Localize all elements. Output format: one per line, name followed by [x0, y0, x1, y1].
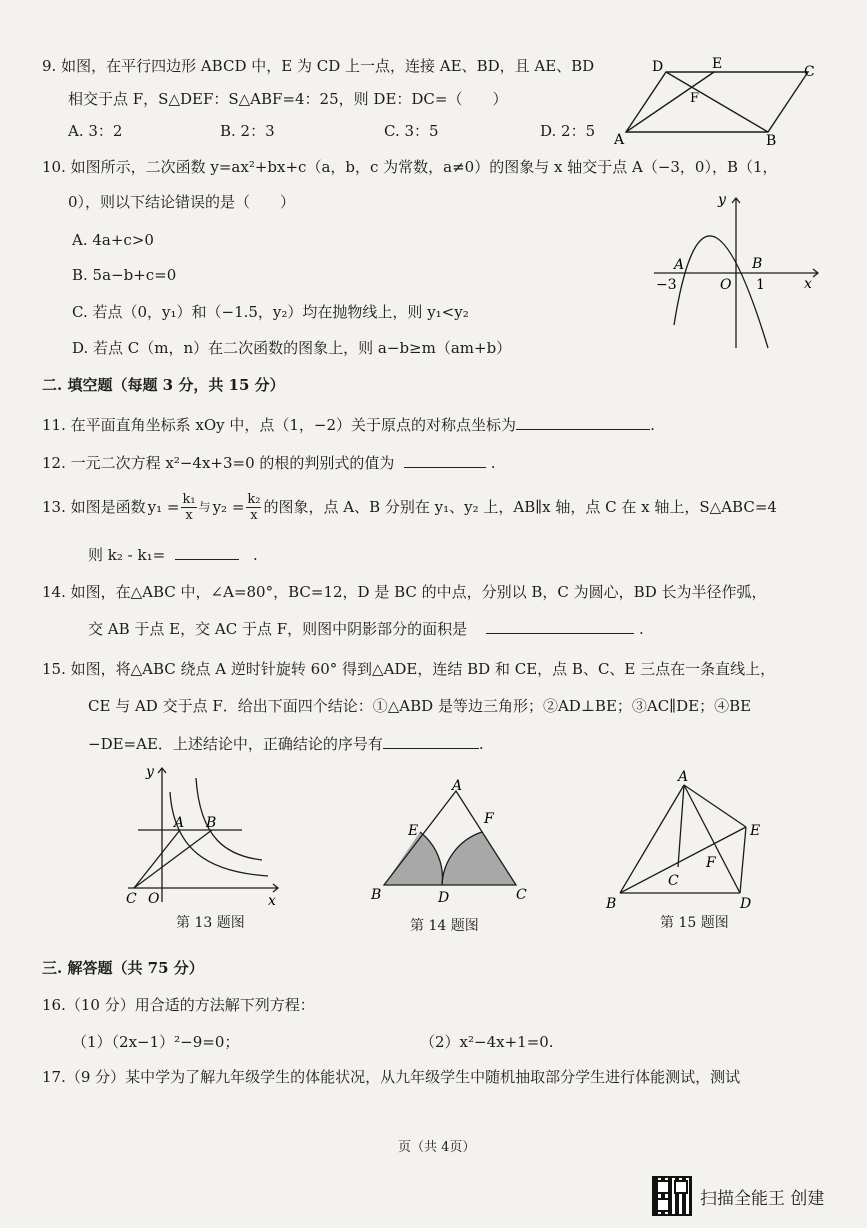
figure-13-hyperbolas: [118, 760, 288, 910]
q14-stem-line2: [88, 618, 644, 639]
q11-end: .: [650, 416, 655, 434]
q10-stem-line2: 0），则以下结论错误的是（ ）: [68, 193, 296, 211]
q9-option-b: B. 2：3: [220, 122, 275, 140]
label-b: B: [766, 133, 777, 146]
label-c: C: [126, 891, 137, 907]
q14-ask: 交 AB 于点 E，交 AC 于点 F，则图中阴影部分的面积是: [88, 620, 468, 638]
label-b: B: [371, 887, 382, 903]
q13-stem-line1: [42, 487, 777, 527]
q11-stem: 11. 在平面直角坐标系 xOy 中，点（1，−2）关于原点的对称点坐标为: [42, 416, 517, 434]
q13-answer-blank[interactable]: [175, 544, 239, 560]
figure-13-caption: 第 13 题图: [176, 915, 245, 931]
q12-end: .: [490, 454, 496, 472]
q13-stem-line2: [88, 544, 258, 565]
q10-option-c: C. 若点（0，y₁）和（−1.5，y₂）均在抛物线上，则 y₁<y₂: [72, 303, 469, 321]
q17-stem: 17.（9 分）某中学为了解九年级学生的体能状况，从九年级学生中随机抽取部分学生进行体能测试，测试: [42, 1068, 741, 1086]
q13-mid: 与: [198, 500, 211, 514]
q15-stem-line3: [88, 733, 484, 754]
q13-prefix: 13. 如图是函数: [42, 498, 146, 516]
q13-y2: y₂ =: [212, 498, 245, 516]
label-f: F: [484, 811, 494, 827]
q16-equation-2: （2）x²−4x+1=0.: [420, 1033, 554, 1051]
q16-equation-1: （1）（2x−1）²−9=0；: [72, 1033, 240, 1051]
label-y: y: [146, 764, 154, 780]
label-e: E: [712, 56, 723, 72]
label-a: A: [674, 257, 685, 273]
label-o: O: [720, 277, 732, 293]
q13-ask: 则 k₂ - k₁=: [88, 546, 166, 564]
q16-stem: 16.（10 分）用合适的方法解下列方程：: [42, 996, 315, 1014]
q9-parallelogram-figure: [612, 54, 822, 146]
label-f: F: [706, 855, 716, 871]
q14-answer-blank[interactable]: [486, 618, 634, 634]
label-1: 1: [756, 277, 765, 293]
label-d: D: [438, 890, 450, 905]
label-b: B: [752, 256, 763, 272]
label-o: O: [148, 891, 160, 907]
q10-option-a: A. 4a+c>0: [72, 231, 154, 249]
figure-15-caption: 第 15 题图: [660, 915, 729, 931]
label-a: A: [174, 815, 185, 831]
figure-15-rotation: [598, 765, 778, 915]
label-neg3: −3: [656, 277, 677, 293]
q12-stem: 12. 一元二次方程 x²−4x+3=0 的根的判别式的值为: [42, 454, 395, 472]
segment-ac: [678, 785, 684, 867]
label-f: F: [690, 91, 700, 106]
q15-end: .: [478, 735, 484, 753]
hyperbola-y1: [170, 792, 268, 876]
label-c: C: [516, 887, 527, 903]
q13-k2: k₂: [247, 491, 261, 507]
q10-option-d: D. 若点 C（m，n）在二次函数的图象上，则 a−b≥m（am+b）: [72, 339, 512, 357]
segment-bd: [666, 72, 768, 132]
q10-option-b: B. 5a−b+c=0: [72, 266, 177, 284]
q9-stem-line1: 9. 如图，在平行四边形 ABCD 中，E 为 CD 上一点，连接 AE、BD，且 AE、BD: [42, 57, 595, 75]
q9-stem-line2: 相交于点 F，S△DEF：S△ABF=4：25，则 DE：DC=（ ）: [68, 90, 508, 108]
q11-text: [42, 414, 655, 435]
q10-stem-line1: 10. 如图所示，二次函数 y=ax²+bx+c（a，b，c 为常数，a≠0）的图象与 x 轴交于点 A（−3，0），B（1，: [42, 158, 778, 176]
section-solve-heading: 三. 解答题（共 75 分）: [42, 959, 204, 977]
q13-suffix: 的图象，点 A、B 分别在 y₁、y₂ 上，AB∥x 轴，点 C 在 x 轴上，S△ABC=4: [263, 498, 777, 516]
q15-stem-line1: 15. 如图，将△ABC 绕点 A 逆时针旋转 60° 得到△ADE，连结 BD 和 CE，点 B、C、E 三点在一条直线上，: [42, 660, 776, 678]
q11-answer-blank[interactable]: [516, 414, 650, 430]
segment-ae: [684, 785, 746, 827]
page-footer: 页（共 4页）: [398, 1140, 476, 1155]
q9-option-c: C. 3：5: [384, 122, 439, 140]
q12-text: [42, 452, 496, 473]
label-a: A: [614, 132, 625, 146]
segment-de: [740, 827, 746, 893]
q12-answer-blank[interactable]: [404, 452, 486, 468]
label-y: y: [718, 192, 726, 208]
figure-14-triangle-arcs: [368, 775, 533, 905]
q15-ask: −DE=AE．上述结论中，正确结论的序号有: [88, 735, 383, 753]
q13-y1: y₁ =: [147, 498, 180, 516]
label-c: C: [668, 873, 679, 889]
q13-fraction-2: [246, 492, 261, 523]
q13-x2: x: [250, 507, 258, 523]
section-fill-in-heading: 二. 填空题（每题 3 分，共 15 分）: [42, 376, 285, 394]
label-a: A: [678, 769, 689, 785]
q13-k1: k₁: [182, 491, 196, 507]
shaded-region-right: [442, 832, 516, 885]
q9-option-d: D. 2：5: [540, 122, 596, 140]
label-d: D: [652, 59, 664, 75]
label-c: C: [804, 64, 815, 80]
q14-stem-line1: 14. 如图，在△ABC 中，∠A=80°，BC=12，D 是 BC 的中点，分别以 B，C 为圆心，BD 长为半径作弧，: [42, 583, 767, 601]
q14-end: .: [639, 620, 644, 638]
label-x: x: [804, 276, 812, 292]
label-e: E: [750, 823, 761, 839]
q9-option-a: A. 3：2: [68, 122, 123, 140]
label-d: D: [740, 896, 752, 912]
label-a: A: [452, 778, 463, 794]
q10-parabola-figure: [648, 188, 828, 353]
q15-stem-line2: CE 与 AD 交于点 F．给出下面四个结论：①△ABD 是等边三角形；②AD⊥BE；③AC∥DE；④BE: [88, 697, 752, 715]
q15-answer-blank[interactable]: [383, 733, 479, 749]
label-b: B: [606, 896, 617, 912]
q13-end: .: [253, 546, 258, 564]
segment-ad: [684, 785, 740, 893]
label-b: B: [206, 815, 217, 831]
shaded-region-left: [384, 832, 442, 885]
segment-ae: [626, 72, 714, 132]
q13-fraction-1: [181, 492, 196, 523]
qr-code-icon: [652, 1176, 692, 1216]
label-x: x: [268, 893, 276, 909]
label-e: E: [408, 823, 419, 839]
q13-x1: x: [185, 507, 193, 523]
figure-14-caption: 第 14 题图: [410, 918, 479, 934]
scanner-watermark: 扫描全能王 创建: [700, 1189, 825, 1209]
